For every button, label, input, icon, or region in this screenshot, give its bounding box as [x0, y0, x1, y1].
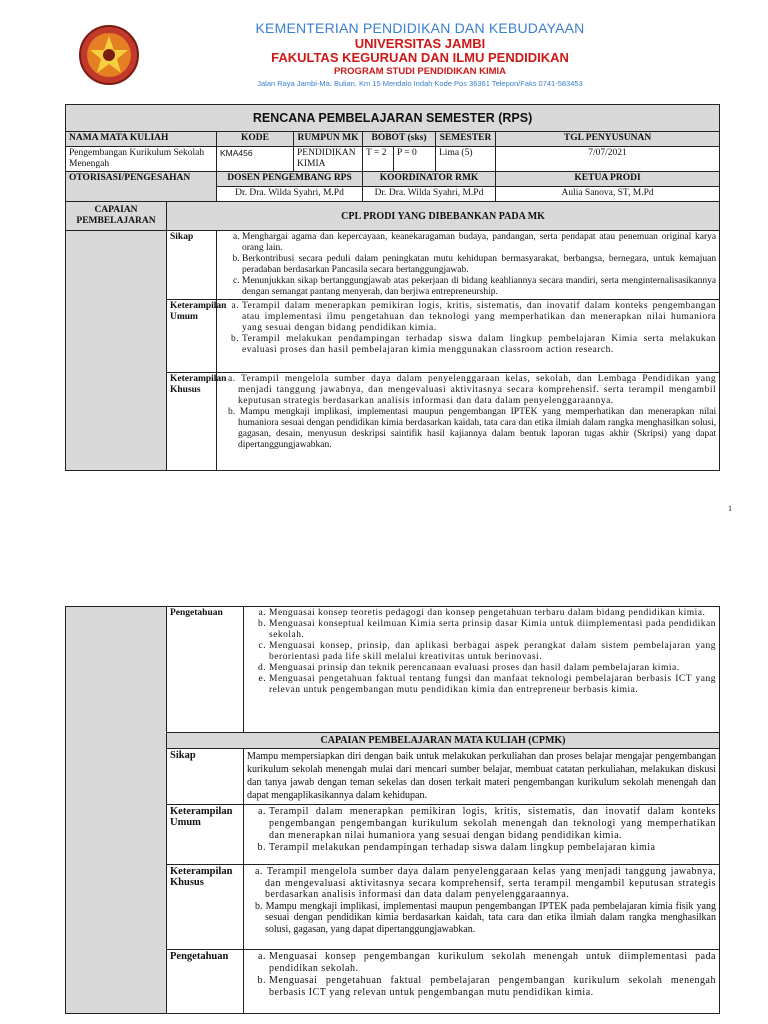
- cpmk-kk-list-cell: [244, 865, 720, 950]
- cluster-value: PENDIDIKAN KIMIA: [294, 147, 363, 172]
- list-item: a. Menguasai konsep pengembangan kurikulum sekolah menengah untuk diimplementasi pada pendidikan sekolah.: [269, 951, 716, 975]
- rps-title: RENCANA PEMBELAJARAN SEMESTER (RPS): [66, 105, 720, 132]
- course-value: Pengembangan Kurikulum Sekolah Menengah: [66, 147, 217, 172]
- cpmk-ku-list: [247, 806, 716, 854]
- date-label: TGL PENYUSUNAN: [496, 132, 720, 147]
- list-item: b. Terampil melakukan pendampingan terhadap siswa dalam lingkup pembelajaran kimia: [269, 842, 716, 854]
- list-item: a. Terampil dalam menerapkan pemikiran logis, kritis, sistematis, dan inovatif dalam konteks pengembangan pengembangan kurikulum sekolah menengah dan teknologi yang memperhatikan dan menerapkan nilai humaniora yang sesuai dengan bidang pendidikan kimia.: [269, 806, 716, 842]
- sikap-list-cell: [217, 231, 720, 300]
- list-item: b. Mampu mengkaji implikasi, implementasi maupun pengembangan IPTEK yang memperhatikan dan menerapkan nilai humaniora sesuai dengan pendidikan kimia berdasarkan kaidah, tata cara dan etika ilmiah dalam rangka menghasilkan solusi, gagasan, desain, menyusun deskripsi saintifik hasil kajiannya dalam bentuk laporan tugas akhir (Skripsi) yang dapat dipertanggungjawabkan.: [228, 407, 717, 450]
- sikap-list: [220, 232, 716, 298]
- program-name: PROGRAM STUDI PENDIDIKAN KIMIA: [333, 66, 507, 77]
- cp-side-cell: [66, 231, 167, 471]
- semester-value: Lima (5): [436, 147, 496, 172]
- list-item: a. Terampil dalam menerapkan pemikiran logis, kritis, sistematis, dan inovatif dalam konteks pengembangan atau implementasi ilmu pengetahuan dan teknologi yang memperhatikan dan menerapkan nilai humaniora yang sesuai dengan bidang pendidikan kimia.: [242, 301, 716, 334]
- coordinator-value: Dr. Dra. Wilda Syahri, M.Pd: [363, 187, 496, 202]
- cpmk-heading: CAPAIAN PEMBELAJARAN MATA KULIAH (CPMK): [167, 733, 720, 749]
- ku-label: Keterampilan Umum: [167, 300, 217, 373]
- ku-list: [220, 301, 716, 356]
- cpmk-table: [65, 606, 720, 1014]
- kk-label: Keterampilan Khusus: [167, 373, 217, 471]
- cpmk-pengetahuan-label: Pengetahuan: [167, 950, 244, 1014]
- cp-side-cell-2: [66, 607, 167, 1014]
- faculty-name: FAKULTAS KEGURUAN DAN ILMU PENDIDIKAN: [271, 50, 569, 65]
- cpmk-ku-list-cell: [244, 805, 720, 865]
- list-item: b. Menguasai konseptual keilmuan Kimia serta prinsip dasar Kimia untuk diimplementasi pada pendidikan sekolah.: [269, 619, 716, 641]
- code-value: KMA456: [217, 147, 294, 172]
- list-item: a. Terampil mengelola sumber daya dalam penyelenggaraan kelas, sekolah, dan Lembaga Pendidikan yang menjadi tanggung jawabnya, dan mengevaluasi aktivitasnya secara komprehensif. serta terampil mengambil keputusan strategis berdasarkan analisis informasi dan data dalam penyelenggaraannya.: [228, 374, 717, 406]
- ministry-name: KEMENTERIAN PENDIDIKAN DAN KEBUDAYAAN: [255, 20, 585, 36]
- pengetahuan-list: [247, 608, 716, 696]
- cpmk-sikap-label: Sikap: [167, 749, 244, 805]
- list-item: e. Menguasai pengetahuan faktual tentang fungsi dan manfaat teknologi pembelajaran berbasis ICT yang relevan untuk pengembangan mutu pendidikan kimia dan entrepreneur berbasis kimia.: [269, 674, 716, 696]
- coordinator-label: KOORDINATOR RMK: [363, 172, 496, 187]
- cluster-label: RUMPUN MK: [294, 132, 363, 147]
- head-value: Aulia Sanova, ST, M.Pd: [496, 187, 720, 202]
- pengetahuan-list-cell: [244, 607, 720, 733]
- ku-list-cell: [217, 300, 720, 373]
- list-item: b. Terampil melakukan pendampingan terhadap siswa dalam lingkup pembelajaran Kimia serta melakukan evaluasi proses dan hasil pembelajaran kimia menggunakan classroom action research.: [242, 334, 716, 356]
- list-item: b. Mampu mengkaji implikasi, implementasi maupun pengembangan IPTEK pada pembelajaran kimia fisik yang sesuai dengan pendidikan kimia berdasarkan kaidah, tata cara dan etika ilmiah dalam rangka menghasilkan solusi, gagasan, yang dapat dipertanggungjawabkan.: [255, 900, 716, 935]
- list-item: b. Berkontribusi secara peduli dalam peningkatan mutu kehidupan bermasyarakat, berbangsa, bernegara, untuk kemajuan peradaban berdasarkan Pancasila secara bertanggungjawab.: [242, 254, 716, 276]
- credit-t-value: T = 2: [363, 147, 394, 172]
- cpmk-ku-label: Keterampilan Umum: [167, 805, 244, 865]
- university-logo: [78, 24, 140, 86]
- cpmk-kk-label: Keterampilan Khusus: [167, 865, 244, 950]
- developer-label: DOSEN PENGEMBANG RPS: [217, 172, 363, 187]
- list-item: c. Menguasai konsep, prinsip, dan aplikasi berbagai aspek perangkat dalam sistem pembelajaran yang berorientasi pada life skill melalui kreativitas untuk berinovasi.: [269, 641, 716, 663]
- list-item: d. Menguasai prinsip dan teknik perencanaan evaluasi proses dan hasil dalam pembelajaran kimia.: [269, 663, 716, 674]
- authorization-label: OTORISASI/PENGESAHAN: [66, 172, 217, 202]
- developer-value: Dr. Dra. Wilda Syahri, M.Pd: [217, 187, 363, 202]
- cpmk-pengetahuan-list-cell: [244, 950, 720, 1014]
- sikap-label: Sikap: [167, 231, 217, 300]
- pengetahuan-label: Pengetahuan: [167, 607, 244, 733]
- list-item: a. Menghargai agama dan kepercayaan, keanekaragaman budaya, pandangan, serta pendapat atau penemuan original karya orang lain.: [242, 232, 716, 254]
- cpmk-sikap-text: Mampu mempersiapkan diri dengan baik untuk melakukan perkuliahan dan proses belajar mengajar pengembangan kurikulum sekolah menengah mulai dari mencari sumber belajar, membuat catatan perkuliahan, melakukan diskusi dan tanya jawab dengan teman sekelas dan dosen terkait materi pengembangan kurikulum sekolah menengah dan dapat mengaplikasikannya dalam kehidupan.: [244, 749, 720, 805]
- date-value: 7/07/2021: [496, 147, 720, 172]
- head-label: KETUA PRODI: [496, 172, 720, 187]
- address: Jalan Raya Jambi-Ma. Bulian, Km 15 Mendalo Indah Kode Pos 36361 Telepon/Faks 0741-583453: [257, 79, 583, 88]
- course-label: NAMA MATA KULIAH: [66, 132, 217, 147]
- list-item: a. Menguasai konsep teoretis pedagogi dan konsep pengetahuan terbaru dalam bidang pendidikan kimia.: [269, 608, 716, 619]
- list-item: a. Terampil mengelola sumber daya dalam penyelenggaraan kelas yang menjadi tanggung jawabnya, dan mengevaluasi aktivitasnya secara komprehensif, serta terampil mengambil keputusan strategis berdasarkan analisis informasi dan data dalam penyelenggaraannya.: [255, 866, 716, 900]
- semester-label: SEMESTER: [436, 132, 496, 147]
- page-number: 1: [728, 504, 732, 513]
- credit-p-value: P = 0: [394, 147, 436, 172]
- cpmk-pengetahuan-list: [247, 951, 716, 999]
- cpl-heading: CPL PRODI YANG DIBEBANKAN PADA MK: [167, 202, 720, 231]
- code-label: KODE: [217, 132, 294, 147]
- university-name: UNIVERSITAS JAMBI: [354, 36, 486, 51]
- list-item: b. Menguasai pengetahuan faktual pembelajaran pengembangan kurikulum sekolah menengah berbasis ICT yang relevan untuk pengembangan mutu pendidikan kimia.: [269, 975, 716, 999]
- kk-list-cell: [217, 373, 720, 471]
- cp-label: CAPAIAN PEMBELAJARAN: [66, 202, 167, 231]
- rps-table: [65, 104, 720, 471]
- credits-label: BOBOT (sks): [363, 132, 436, 147]
- list-item: c. Menunjukkan sikap bertanggungjawab atas pekerjaan di bidang keahliannya secara mandiri, serta menginternalisasikannya dengan semangat pantang menyerah, dan berjiwa entrepreneurship.: [242, 276, 716, 298]
